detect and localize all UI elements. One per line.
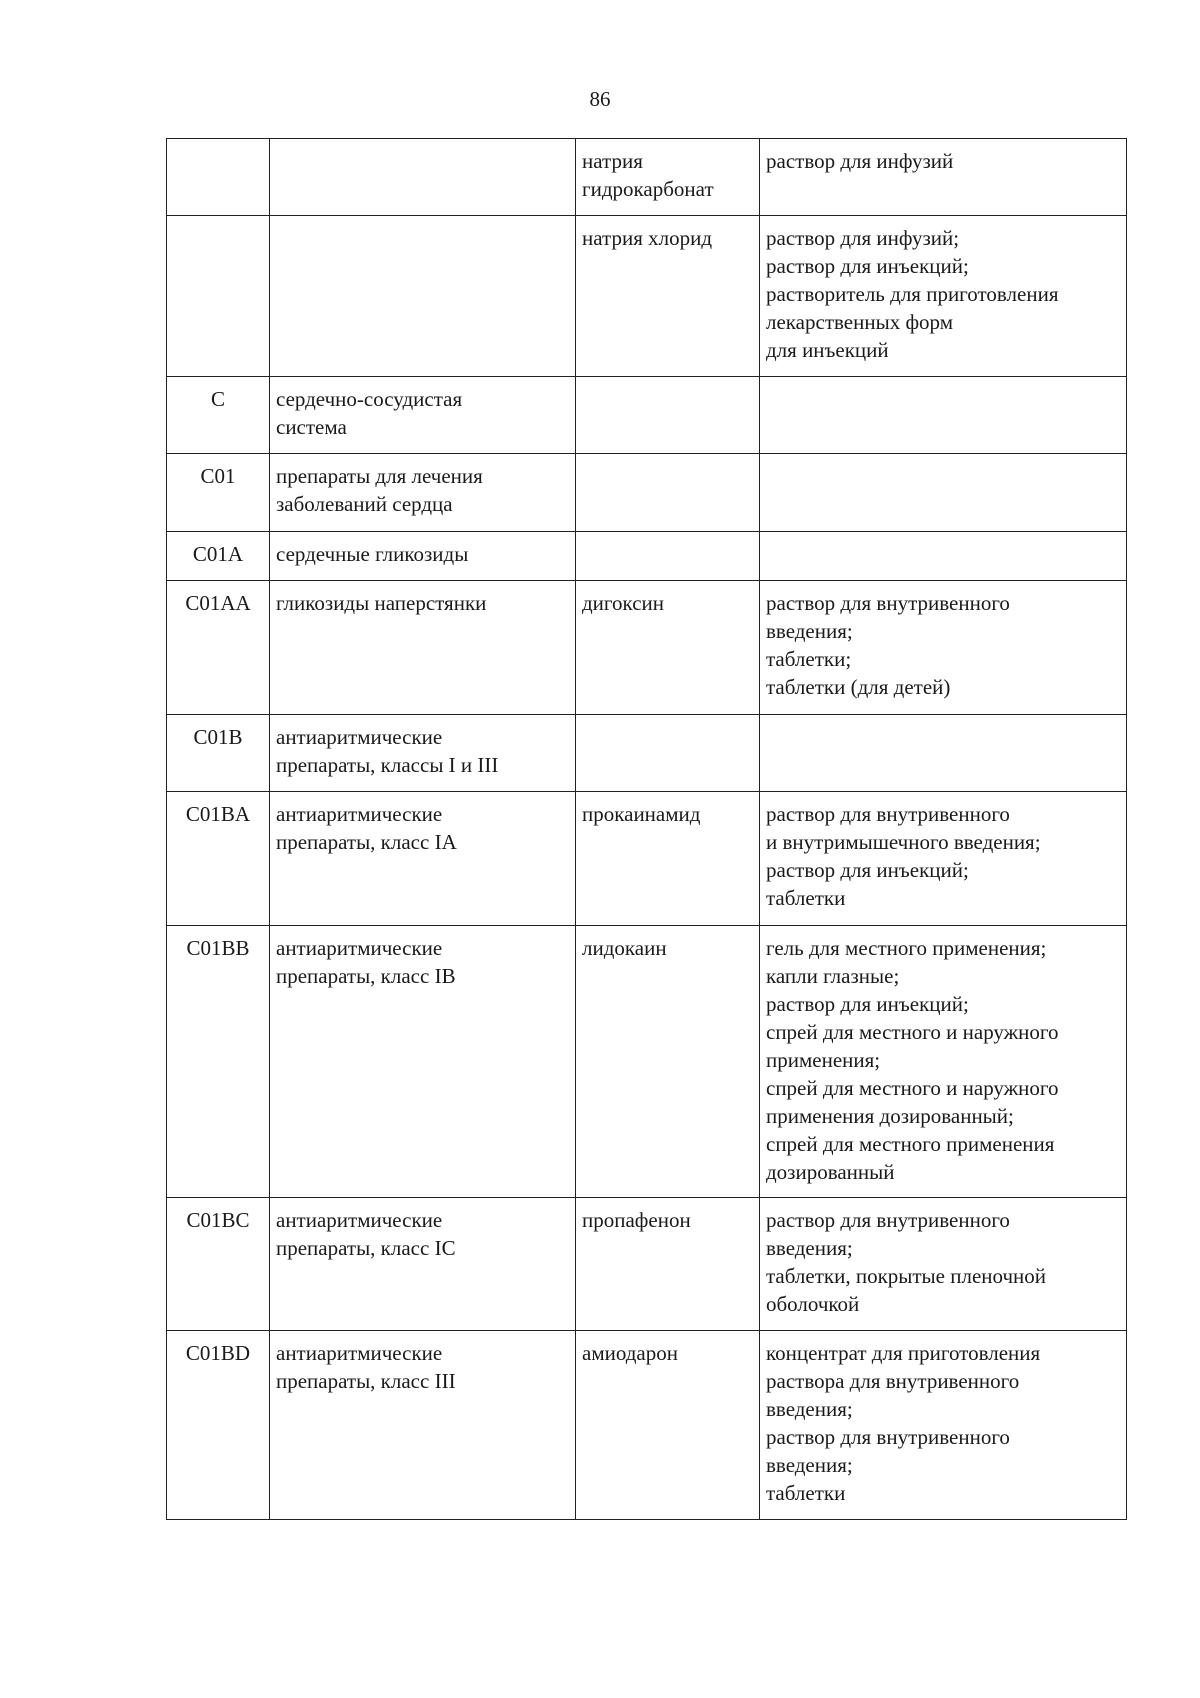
atc-code-cell: C01A	[167, 532, 270, 581]
dosage-form-line: введения;	[766, 619, 853, 643]
dosage-form-line: таблетки	[766, 1481, 846, 1505]
drug-name-line: амиодарон	[582, 1341, 678, 1365]
table-row	[167, 581, 1127, 715]
group-name-cell	[270, 581, 576, 715]
table-row	[167, 1198, 1127, 1331]
dosage-form-line: раствор для инфузий;	[766, 226, 960, 250]
table-row	[167, 792, 1127, 926]
group-name-cell	[270, 1198, 576, 1331]
dosage-form-line: концентрат для приготовления	[766, 1341, 1041, 1365]
drug-name-line: прокаинамид	[582, 802, 701, 826]
drug-name-cell	[576, 792, 760, 926]
dosage-form-line: оболочкой	[766, 1292, 860, 1316]
page-number: 86	[589, 87, 611, 111]
group-name-line: препараты, класс IA	[276, 830, 457, 854]
table-row	[167, 1331, 1127, 1520]
group-name-cell	[270, 715, 576, 792]
table-row	[167, 715, 1127, 792]
dosage-forms-cell	[760, 377, 1127, 454]
group-name-line: антиаритмические	[276, 725, 443, 749]
dosage-form-line: раствор для инъекций;	[766, 992, 969, 1016]
drug-name-line: пропафенон	[582, 1208, 691, 1232]
dosage-form-line: таблетки;	[766, 647, 852, 671]
dosage-form-line: таблетки (для детей)	[766, 675, 951, 699]
group-name-cell	[270, 532, 576, 581]
atc-code-cell: C	[167, 377, 270, 454]
group-name-line: система	[276, 415, 347, 439]
group-name-cell	[270, 926, 576, 1198]
dosage-form-line: раствор для внутривенного	[766, 1425, 1010, 1449]
drug-name-line: натрия хлорид	[582, 226, 712, 250]
dosage-form-line: для инъекций	[766, 338, 889, 362]
group-name-line: препараты, классы I и III	[276, 753, 499, 777]
drug-name-line: лидокаин	[582, 936, 667, 960]
drug-name-cell	[576, 581, 760, 715]
group-name-cell	[270, 454, 576, 532]
atc-code-cell: C01AA	[167, 581, 270, 715]
dosage-form-line: таблетки, покрытые пленочной	[766, 1264, 1047, 1288]
dosage-forms-cell	[760, 216, 1127, 377]
dosage-form-line: применения дозированный;	[766, 1104, 1014, 1128]
drug-name-cell	[576, 1331, 760, 1520]
dosage-form-line: раствор для инфузий	[766, 149, 954, 173]
drug-name-line: гидрокарбонат	[582, 177, 714, 201]
dosage-form-line: введения;	[766, 1397, 853, 1421]
drug-name-cell	[576, 926, 760, 1198]
dosage-form-line: спрей для местного применения	[766, 1132, 1055, 1156]
drug-name-line: дигоксин	[582, 591, 664, 615]
group-name-cell	[270, 139, 576, 216]
group-name-line: препараты, класс IB	[276, 964, 456, 988]
drug-name-cell	[576, 454, 760, 532]
group-name-line: антиаритмические	[276, 936, 443, 960]
dosage-form-line: таблетки	[766, 886, 846, 910]
table-row	[167, 377, 1127, 454]
drug-name-cell	[576, 139, 760, 216]
group-name-cell	[270, 792, 576, 926]
group-name-line: гликозиды наперстянки	[276, 591, 487, 615]
group-name-line: препараты для лечения	[276, 464, 483, 488]
table-row	[167, 454, 1127, 532]
dosage-form-line: спрей для местного и наружного	[766, 1020, 1059, 1044]
drug-name-cell	[576, 377, 760, 454]
group-name-line: антиаритмические	[276, 1341, 443, 1365]
dosage-forms-cell	[760, 715, 1127, 792]
dosage-form-line: раствор для инъекций;	[766, 254, 969, 278]
table-row	[167, 139, 1127, 216]
atc-code-cell	[167, 139, 270, 216]
drug-name-cell	[576, 715, 760, 792]
dosage-form-line: раствора для внутривенного	[766, 1369, 1020, 1393]
dosage-form-line: раствор для внутривенного	[766, 591, 1010, 615]
group-name-line: сердечные гликозиды	[276, 542, 469, 566]
atc-code-cell: C01B	[167, 715, 270, 792]
dosage-form-line: спрей для местного и наружного	[766, 1076, 1059, 1100]
dosage-form-line: введения;	[766, 1236, 853, 1260]
dosage-forms-cell	[760, 532, 1127, 581]
group-name-line: антиаритмические	[276, 1208, 443, 1232]
table-body	[167, 139, 1127, 1520]
dosage-forms-cell	[760, 1331, 1127, 1520]
dosage-form-line: и внутримышечного введения;	[766, 830, 1041, 854]
dosage-forms-cell	[760, 792, 1127, 926]
dosage-form-line: раствор для внутривенного	[766, 802, 1010, 826]
dosage-forms-cell	[760, 454, 1127, 532]
dosage-forms-cell	[760, 139, 1127, 216]
dosage-forms-cell	[760, 1198, 1127, 1331]
drug-name-cell	[576, 532, 760, 581]
atc-code-cell	[167, 216, 270, 377]
group-name-cell	[270, 377, 576, 454]
atc-code-cell: C01BB	[167, 926, 270, 1198]
medication-table	[166, 138, 1127, 1520]
dosage-form-line: гель для местного применения;	[766, 936, 1047, 960]
dosage-forms-cell	[760, 926, 1127, 1198]
atc-code-cell: C01	[167, 454, 270, 532]
group-name-line: заболеваний сердца	[276, 492, 453, 516]
dosage-form-line: раствор для инъекций;	[766, 858, 969, 882]
dosage-form-line: введения;	[766, 1453, 853, 1477]
atc-code-cell: C01BD	[167, 1331, 270, 1520]
dosage-forms-cell	[760, 581, 1127, 715]
drug-name-cell	[576, 216, 760, 377]
group-name-cell	[270, 216, 576, 377]
dosage-form-line: дозированный	[766, 1160, 895, 1184]
dosage-form-line: растворитель для приготовления	[766, 282, 1059, 306]
dosage-form-line: применения;	[766, 1048, 881, 1072]
group-name-line: сердечно-сосудистая	[276, 387, 463, 411]
table-row	[167, 926, 1127, 1198]
drug-name-line: натрия	[582, 149, 643, 173]
table-row	[167, 532, 1127, 581]
dosage-form-line: лекарственных форм	[766, 310, 954, 334]
group-name-line: препараты, класс IC	[276, 1236, 456, 1260]
table-row	[167, 216, 1127, 377]
drug-name-cell	[576, 1198, 760, 1331]
dosage-form-line: капли глазные;	[766, 964, 900, 988]
dosage-form-line: раствор для внутривенного	[766, 1208, 1010, 1232]
atc-code-cell: C01BC	[167, 1198, 270, 1331]
group-name-cell	[270, 1331, 576, 1520]
atc-code-cell: C01BA	[167, 792, 270, 926]
group-name-line: препараты, класс III	[276, 1369, 456, 1393]
group-name-line: антиаритмические	[276, 802, 443, 826]
